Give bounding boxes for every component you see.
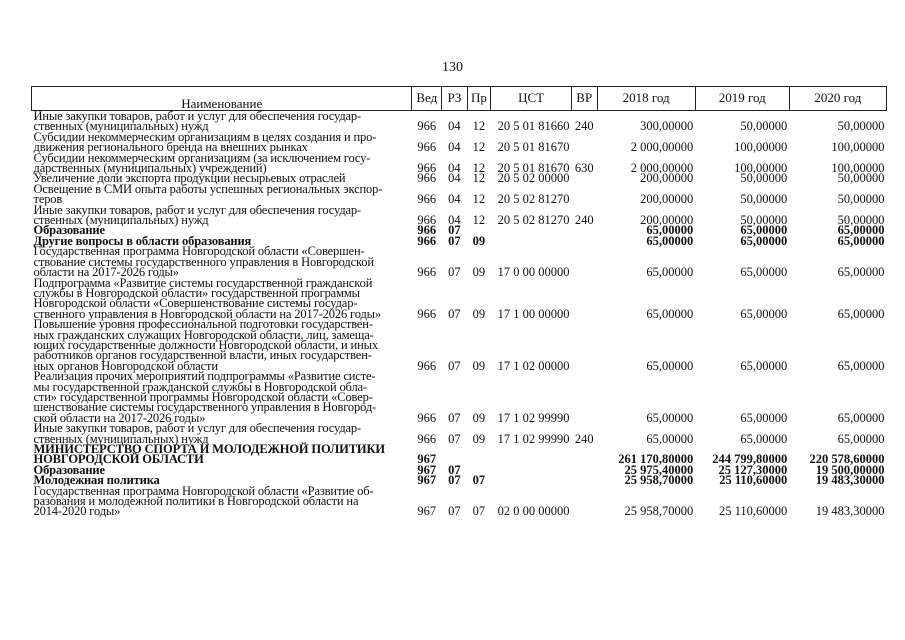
- row-cst: 20 5 02 81270: [497, 192, 570, 207]
- table-row: [32, 205, 887, 226]
- row-amount-2018: 25 975,40000: [624, 462, 694, 477]
- row-name: Увеличение доли экспорта продукции несырьевых отраслей: [33, 171, 346, 186]
- row-ved: 966: [417, 213, 437, 228]
- row-ved: 966: [417, 161, 437, 176]
- row-cst: [491, 236, 572, 246]
- table-row: [32, 111, 887, 132]
- row-amount-2019: 65,00000: [740, 410, 788, 425]
- row-rz: 07: [448, 223, 461, 238]
- row-amount-2019: 50,00000: [740, 192, 788, 207]
- row-cst: 20 5 01 81670: [497, 161, 570, 176]
- header-cst: ЦСТ: [491, 87, 572, 111]
- row-rz: 04: [448, 171, 461, 186]
- row-rz: 04: [448, 192, 461, 207]
- row-amount-2020: 65,00000: [837, 265, 885, 280]
- header-2020: 2020 год: [789, 87, 886, 111]
- row-pr: 09: [472, 431, 486, 446]
- row-pr: 12: [472, 140, 486, 155]
- row-name: Иные закупки товаров, работ и услуг для обеспечения государ- ственных (муниципальных) нужд: [33, 202, 362, 228]
- table-row: [32, 153, 887, 174]
- table-row: [32, 371, 887, 423]
- row-pr: 09: [472, 358, 486, 373]
- row-pr: 12: [472, 171, 486, 186]
- row-rz: [442, 444, 468, 465]
- row-vr: [571, 278, 597, 320]
- row-amount-2020: 65,00000: [837, 223, 885, 238]
- row-name: Другие вопросы в области образования: [33, 233, 252, 248]
- row-pr: 12: [472, 192, 486, 207]
- row-amount-2020: 19 483,30000: [815, 504, 885, 519]
- row-name: Реализация прочих мероприятий подпрограммы «Развитие систе- мы государственной гражданской службы в Новгородской обла- сти» государственной программы Новгородской области «Совер- шенствование системы государственного управления в Новгород- ской области на 2017-2026 годы»: [33, 369, 377, 425]
- row-ved: 966: [417, 140, 437, 155]
- header-pr: Пр: [467, 87, 491, 111]
- row-ved: 966: [417, 410, 437, 425]
- row-amount-2019: 25 127,30000: [718, 462, 788, 477]
- row-rz: 04: [448, 161, 461, 176]
- row-vr: 240: [574, 213, 594, 228]
- row-name: МИНИСТЕРСТВО СПОРТА И МОЛОДЕЖНОЙ ПОЛИТИКИ НОВГОРОДСКОЙ ОБЛАСТИ: [33, 442, 385, 467]
- row-name: Иные закупки товаров, работ и услуг для обеспечения государ- ственных (муниципальных) нужд: [33, 421, 362, 446]
- row-ved: 966: [417, 431, 437, 446]
- row-cst: 20 5 02 00000: [497, 171, 570, 186]
- row-vr: [571, 319, 597, 371]
- row-amount-2018: 65,00000: [646, 410, 694, 425]
- header-2019: 2019 год: [695, 87, 789, 111]
- row-vr: [571, 246, 597, 277]
- row-name: Субсидии некоммерческим организациям (за исключением госу- дарственных (муниципальных) учреждений): [33, 150, 371, 176]
- row-vr: [571, 486, 597, 519]
- row-ved: 966: [417, 265, 437, 280]
- row-ved: 967: [417, 462, 437, 477]
- row-rz: 07: [448, 358, 461, 373]
- row-amount-2019: 65,00000: [740, 233, 788, 248]
- row-vr: 240: [574, 431, 594, 446]
- row-name: Подпрограмма «Развитие системы государственной гражданской службы в Новгородской области» государственной программы Новгородской области «Совершенствование системы государ- ственного управления в Новгородской области на 2017-2026 годы»: [33, 275, 382, 321]
- row-amount-2019: 65,00000: [740, 358, 788, 373]
- row-cst: [491, 225, 572, 235]
- row-vr: [571, 184, 597, 205]
- row-cst: [491, 444, 572, 465]
- row-name: Образование: [33, 223, 105, 238]
- row-cst: 20 5 01 81670: [497, 140, 570, 155]
- row-cst: 17 1 02 99990: [497, 410, 570, 425]
- row-pr: 07: [472, 473, 486, 488]
- row-cst: [491, 465, 572, 475]
- row-pr: 09: [472, 306, 486, 321]
- row-rz: 04: [448, 213, 461, 228]
- table-row: [32, 423, 887, 444]
- page-number: 130: [442, 60, 463, 75]
- row-pr: 09: [472, 265, 486, 280]
- row-cst: 17 0 00 00000: [497, 265, 570, 280]
- row-cst: 20 5 02 81270: [497, 213, 570, 228]
- row-name: Государственная программа Новгородской области «Развитие об- разования и молодежной политики в Новгородской области на 2014-2020 годы»: [33, 483, 374, 519]
- row-amount-2020: 50,00000: [837, 119, 885, 134]
- row-amount-2019: 65,00000: [740, 431, 788, 446]
- row-ved: 966: [417, 233, 437, 248]
- row-vr: [571, 225, 597, 235]
- table-row: [32, 444, 887, 465]
- header-ved: Вед: [412, 87, 442, 111]
- table-row: [32, 132, 887, 153]
- row-pr: 12: [472, 161, 486, 176]
- row-rz: 07: [448, 233, 461, 248]
- row-amount-2020: 50,00000: [837, 192, 885, 207]
- row-name: Субсидии некоммерческим организациям в целях создания и про- движения регионального бренда на внешних рынках: [33, 129, 377, 155]
- row-cst: 17 1 00 00000: [497, 306, 570, 321]
- row-amount-2019: 65,00000: [740, 265, 788, 280]
- row-rz: 04: [448, 119, 461, 134]
- row-amount-2020: 65,00000: [837, 410, 885, 425]
- header-name: Наименование: [32, 87, 412, 111]
- row-cst: 02 0 00 00000: [497, 504, 570, 519]
- row-amount-2019: 65,00000: [740, 223, 788, 238]
- table-row: [32, 246, 887, 277]
- row-amount-2018: 200,00000: [640, 213, 694, 228]
- row-amount-2020: 100,00000: [831, 140, 885, 155]
- row-amount-2019: 100,00000: [734, 161, 788, 176]
- row-amount-2019: 50,00000: [740, 171, 788, 186]
- row-pr: 12: [472, 213, 486, 228]
- row-pr: [467, 444, 491, 465]
- row-name: Государственная программа Новгородской области «Совершен- ствование системы государственного управления в Новгородской области на 2017-2026 годы»: [33, 244, 374, 280]
- row-amount-2019: 50,00000: [740, 213, 788, 228]
- table-body: [32, 111, 887, 519]
- row-amount-2018: 2 000,00000: [630, 161, 694, 176]
- row-amount-2020: 65,00000: [837, 306, 885, 321]
- row-amount-2019: 25 110,60000: [718, 504, 788, 519]
- row-name: Иные закупки товаров, работ и услуг для обеспечения государ- ственных (муниципальных) нужд: [33, 109, 362, 134]
- row-cst: 17 1 02 99990: [497, 431, 570, 446]
- row-amount-2019: 100,00000: [734, 140, 788, 155]
- row-amount-2020: 220 578,60000: [809, 452, 885, 467]
- row-amount-2018: 261 170,80000: [618, 452, 694, 467]
- row-vr: [571, 465, 597, 475]
- row-amount-2019: 65,00000: [740, 306, 788, 321]
- row-ved: 967: [417, 504, 437, 519]
- row-amount-2018: 2 000,00000: [630, 140, 694, 155]
- row-amount-2018: 65,00000: [646, 431, 694, 446]
- row-amount-2018: 65,00000: [646, 223, 694, 238]
- row-rz: 07: [448, 265, 461, 280]
- row-amount-2018: 300,00000: [640, 119, 694, 134]
- row-name: Повышение уровня профессиональной подготовки государствен- ных гражданских служащих Новгородской области, лиц, замеща- ющих государственные должности Новгородской области, и иных работников органов государственной власти, иных государствен- ных органов Новгородской области: [33, 317, 378, 373]
- budget-table: [31, 86, 887, 519]
- table-header-row: [32, 87, 887, 111]
- row-vr: 630: [574, 161, 594, 176]
- row-ved: 966: [417, 223, 437, 238]
- table-row: [32, 319, 887, 371]
- row-ved: 966: [417, 358, 437, 373]
- header-2018: 2018 год: [597, 87, 695, 111]
- row-ved: 966: [417, 192, 437, 207]
- row-pr: 07: [472, 504, 486, 519]
- row-rz: 07: [448, 410, 461, 425]
- row-amount-2020: 19 483,30000: [815, 473, 885, 488]
- row-amount-2020: 100,00000: [831, 161, 885, 176]
- row-amount-2018: 65,00000: [646, 306, 694, 321]
- header-vr: ВР: [571, 87, 597, 111]
- row-vr: [571, 371, 597, 423]
- row-rz: 04: [448, 140, 461, 155]
- row-amount-2020: 65,00000: [837, 358, 885, 373]
- table-row: [32, 486, 887, 519]
- row-amount-2018: 25 958,70000: [624, 504, 694, 519]
- row-vr: [571, 236, 597, 246]
- row-pr: 12: [472, 119, 486, 134]
- row-amount-2020: 65,00000: [837, 233, 885, 248]
- row-amount-2020: 50,00000: [837, 213, 885, 228]
- row-amount-2018: 25 958,70000: [624, 473, 694, 488]
- header-rz: РЗ: [442, 87, 468, 111]
- row-amount-2018: 65,00000: [646, 233, 694, 248]
- row-cst: 20 5 01 81660: [497, 119, 570, 134]
- row-rz: 07: [448, 462, 461, 477]
- row-ved: 966: [417, 306, 437, 321]
- row-amount-2020: 65,00000: [837, 431, 885, 446]
- row-amount-2020: 19 500,00000: [815, 462, 885, 477]
- row-name: Образование: [33, 462, 105, 477]
- row-ved: 967: [417, 452, 437, 467]
- row-cst: [491, 475, 572, 485]
- row-amount-2019: 50,00000: [740, 119, 788, 134]
- row-ved: 966: [417, 171, 437, 186]
- row-vr: 240: [574, 119, 594, 134]
- row-cst: 17 1 02 00000: [497, 358, 570, 373]
- row-rz: 07: [448, 431, 461, 446]
- row-vr: [571, 475, 597, 485]
- row-pr: 09: [472, 233, 486, 248]
- row-amount-2019: 244 799,80000: [712, 452, 788, 467]
- row-amount-2019: 25 110,60000: [719, 473, 788, 488]
- table-row: [32, 278, 887, 320]
- table-row: [32, 184, 887, 205]
- row-rz: 07: [448, 473, 461, 488]
- row-amount-2018: 65,00000: [646, 265, 694, 280]
- row-rz: 07: [448, 504, 461, 519]
- row-amount-2018: 200,00000: [640, 171, 694, 186]
- row-amount-2018: 200,00000: [640, 192, 694, 207]
- row-vr: [571, 444, 597, 465]
- row-pr: 09: [472, 410, 486, 425]
- row-name: Молодежная политика: [33, 473, 160, 488]
- row-amount-2020: 50,00000: [837, 171, 885, 186]
- row-amount-2018: 65,00000: [646, 358, 694, 373]
- row-name: Освещение в СМИ опыта работы успешных региональных экспор- теров: [33, 181, 383, 207]
- row-rz: 07: [448, 306, 461, 321]
- row-vr: [571, 132, 597, 153]
- row-ved: 966: [417, 119, 437, 134]
- row-ved: 967: [417, 473, 437, 488]
